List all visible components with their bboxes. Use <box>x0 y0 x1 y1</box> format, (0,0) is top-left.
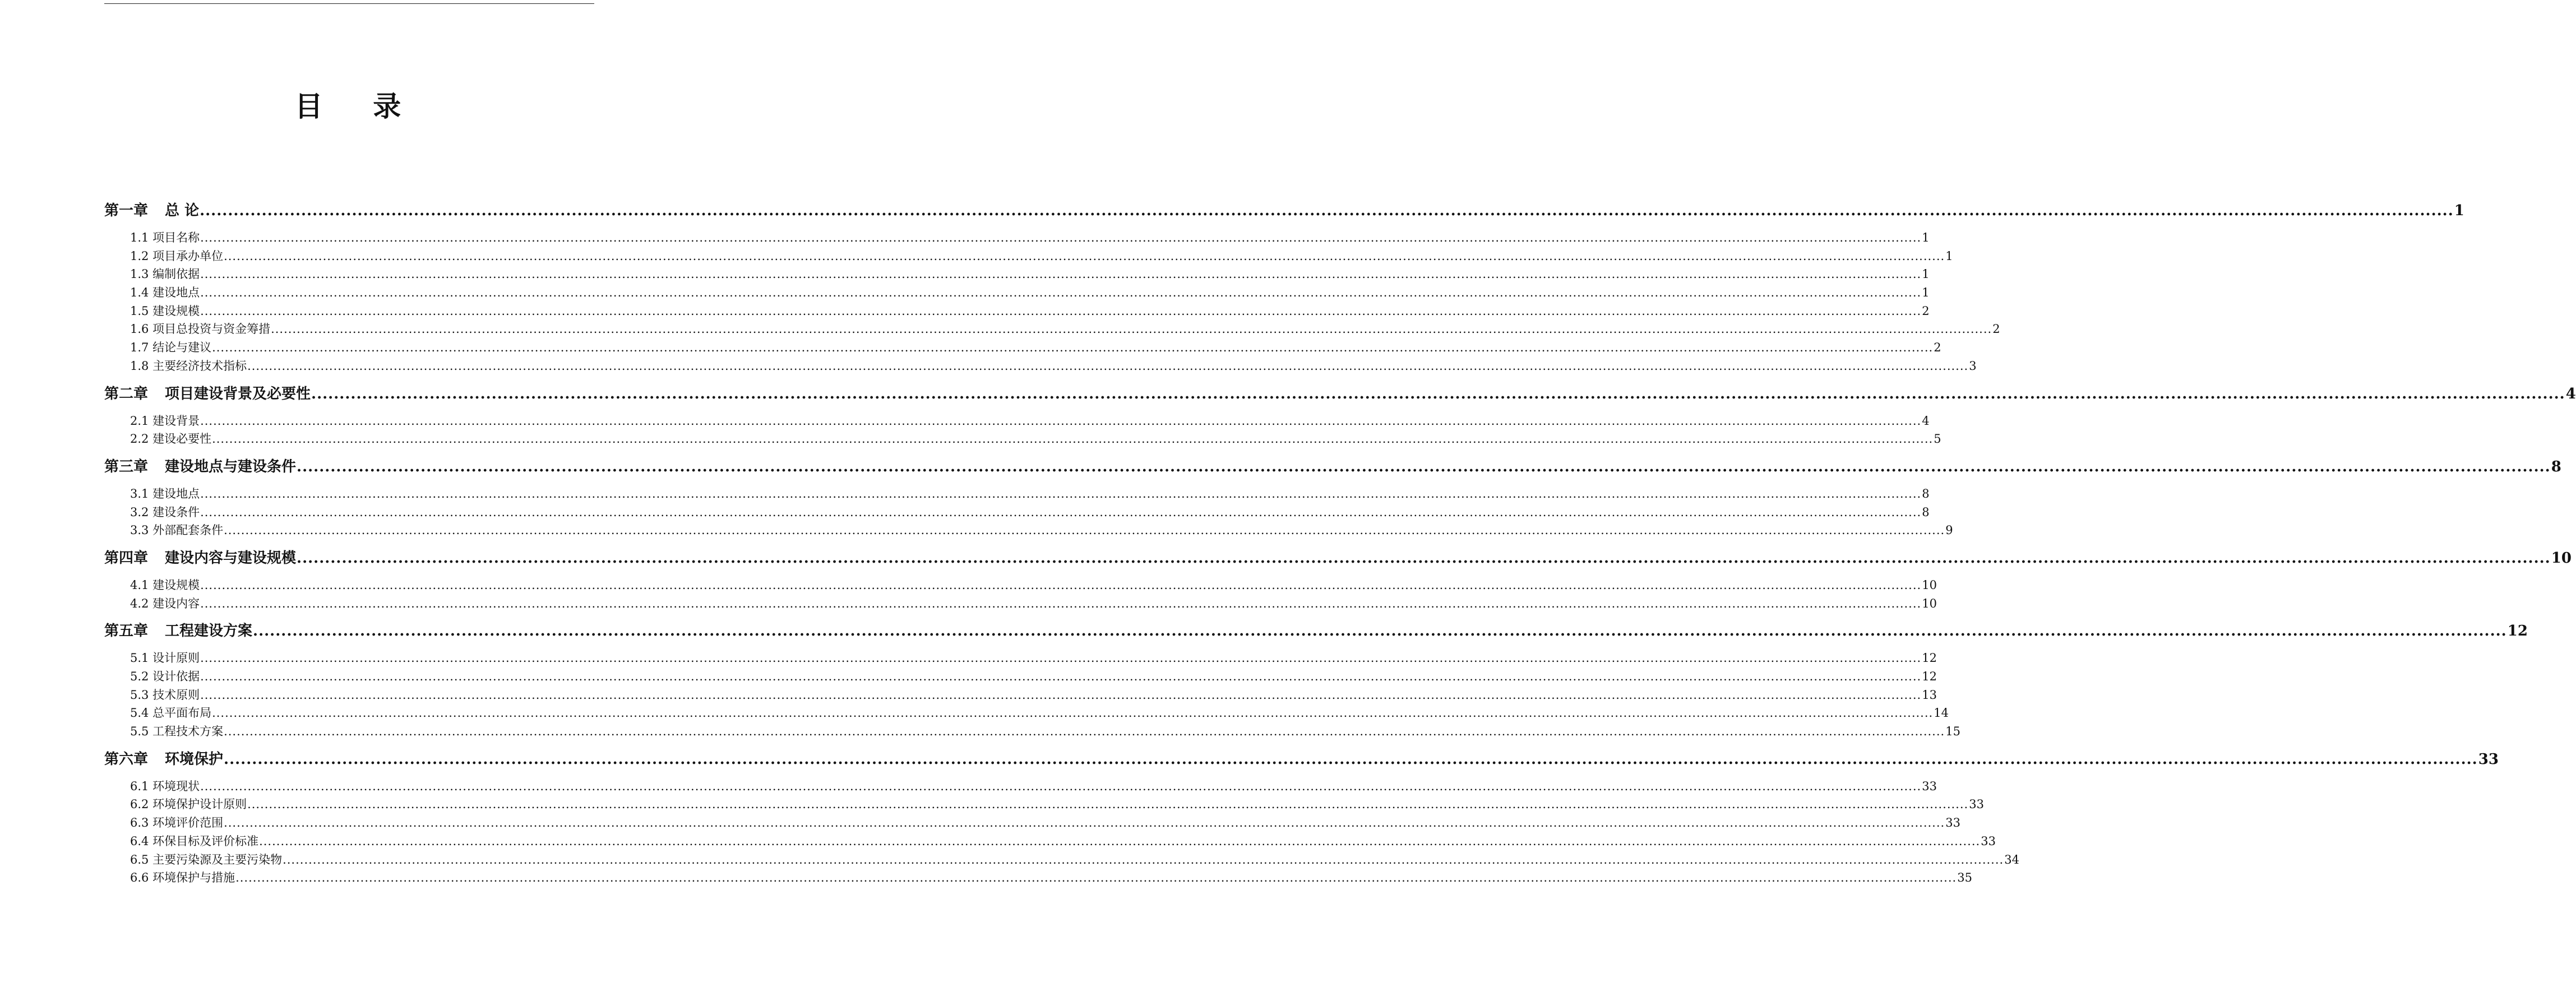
section-label: 2.1 建设背景 <box>130 414 200 428</box>
toc-section-entry[interactable] <box>104 667 1937 686</box>
toc-section-entry[interactable] <box>104 284 1930 302</box>
dot-leader: ................................................................................................................................................................................................................................................................................................................................................................................................................ <box>253 623 2507 640</box>
dot-leader: ................................................................................................................................................................................................................................................................................................................................................................................................................ <box>235 871 1957 885</box>
section-page-number: 33 <box>1922 779 1937 793</box>
chapter-number: 第四章 <box>104 549 149 567</box>
chapter-title: 环境保护 <box>165 750 224 768</box>
toc-section-entry[interactable] <box>104 795 1984 814</box>
section-label: 6.2 环境保护设计原则 <box>130 797 247 812</box>
table-of-contents <box>104 202 2576 887</box>
section-label: 2.2 建设必要性 <box>130 432 212 446</box>
toc-section-entry[interactable] <box>104 430 1941 448</box>
toc-section-entry[interactable] <box>104 412 1930 430</box>
section-label: 6.1 环境现状 <box>130 779 200 793</box>
toc-section-entry[interactable] <box>104 869 1972 887</box>
chapter-page-number: 4 <box>2565 385 2576 402</box>
toc-section-entry[interactable] <box>104 302 1930 321</box>
section-label: 1.3 编制依据 <box>130 267 200 281</box>
section-label: 6.4 环保目标及评价标准 <box>130 834 259 848</box>
toc-chapter-entry[interactable] <box>104 622 2528 641</box>
section-page-number: 12 <box>1922 670 1937 683</box>
chapter-page-number: 1 <box>2454 202 2464 219</box>
section-label: 1.8 主要经济技术指标 <box>130 359 247 373</box>
section-label: 6.3 环境评价范围 <box>130 816 224 830</box>
dot-leader: ................................................................................................................................................................................................................................................................................................................................................................................................................ <box>247 359 1969 373</box>
dot-leader: ................................................................................................................................................................................................................................................................................................................................................................................................................ <box>200 596 1922 610</box>
toc-chapter-entry[interactable] <box>104 458 2561 476</box>
toc-section-entry[interactable] <box>104 521 1953 540</box>
dot-leader: ................................................................................................................................................................................................................................................................................................................................................................................................................ <box>200 505 1922 519</box>
section-page-number: 14 <box>1934 706 1949 720</box>
dot-leader: ................................................................................................................................................................................................................................................................................................................................................................................................................ <box>212 341 1934 355</box>
toc-chapter-entry[interactable] <box>104 549 2572 568</box>
toc-section-entry[interactable] <box>104 485 1930 503</box>
section-page-number: 10 <box>1922 578 1937 592</box>
dot-leader: ................................................................................................................................................................................................................................................................................................................................................................................................................ <box>224 725 1945 739</box>
toc-section-entry[interactable] <box>104 814 1960 832</box>
toc-section-entry[interactable] <box>104 722 1960 741</box>
section-page-number: 13 <box>1922 688 1937 702</box>
section-label: 5.3 技术原则 <box>130 688 200 702</box>
section-label: 6.5 主要污染源及主要污染物 <box>130 852 283 866</box>
dot-leader: ................................................................................................................................................................................................................................................................................................................................................................................................................ <box>311 385 2565 402</box>
dot-leader: ................................................................................................................................................................................................................................................................................................................................................................................................................ <box>283 852 2004 866</box>
dot-leader: ................................................................................................................................................................................................................................................................................................................................................................................................................ <box>200 304 1922 318</box>
section-label: 4.2 建设内容 <box>130 596 200 610</box>
toc-section-entry[interactable] <box>104 265 1930 284</box>
chapter-title: 项目建设背景及必要性 <box>165 385 311 402</box>
dot-leader: ................................................................................................................................................................................................................................................................................................................................................................................................................ <box>200 578 1922 592</box>
dot-leader: ................................................................................................................................................................................................................................................................................................................................................................................................................ <box>200 414 1922 428</box>
toc-chapter-entry[interactable] <box>104 202 2464 220</box>
dot-leader: ................................................................................................................................................................................................................................................................................................................................................................................................................ <box>200 202 2454 219</box>
toc-section-entry[interactable] <box>104 503 1930 522</box>
dot-leader: ................................................................................................................................................................................................................................................................................................................................................................................................................ <box>200 286 1922 300</box>
toc-section-entry[interactable] <box>104 649 1937 667</box>
top-rule <box>104 3 594 4</box>
section-page-number: 2 <box>1934 341 1941 355</box>
section-label: 1.2 项目承办单位 <box>130 249 224 263</box>
section-page-number: 2 <box>1922 304 1930 318</box>
dot-leader: ................................................................................................................................................................................................................................................................................................................................................................................................................ <box>212 706 1934 720</box>
chapter-number: 第三章 <box>104 458 149 475</box>
chapter-number: 第五章 <box>104 623 149 640</box>
section-page-number: 1 <box>1945 249 1953 263</box>
toc-section-entry[interactable] <box>104 339 1941 357</box>
section-page-number: 33 <box>1981 834 1996 848</box>
dot-leader: ................................................................................................................................................................................................................................................................................................................................................................................................................ <box>297 458 2551 475</box>
toc-chapter-entry[interactable] <box>104 385 2576 404</box>
section-label: 1.5 建设规模 <box>130 304 200 318</box>
section-page-number: 10 <box>1922 596 1937 610</box>
chapter-title: 建设地点与建设条件 <box>165 458 297 475</box>
chapter-title: 总 论 <box>165 202 200 219</box>
section-label: 5.2 设计依据 <box>130 670 200 683</box>
toc-section-entry[interactable] <box>104 320 2000 339</box>
chapter-title: 建设内容与建设规模 <box>165 549 297 567</box>
dot-leader: ................................................................................................................................................................................................................................................................................................................................................................................................................ <box>200 779 1922 793</box>
toc-section-entry[interactable] <box>104 357 1977 375</box>
toc-section-entry[interactable] <box>104 595 1937 613</box>
section-page-number: 12 <box>1922 651 1937 665</box>
toc-chapter-entry[interactable] <box>104 750 2499 769</box>
dot-leader: ................................................................................................................................................................................................................................................................................................................................................................................................................ <box>200 688 1922 702</box>
dot-leader: ................................................................................................................................................................................................................................................................................................................................................................................................................ <box>200 670 1922 683</box>
section-label: 4.1 建设规模 <box>130 578 200 592</box>
dot-leader: ................................................................................................................................................................................................................................................................................................................................................................................................................ <box>200 486 1922 500</box>
toc-section-entry[interactable] <box>104 704 1949 722</box>
dot-leader: ................................................................................................................................................................................................................................................................................................................................................................................................................ <box>212 432 1934 446</box>
dot-leader: ................................................................................................................................................................................................................................................................................................................................................................................................................ <box>271 322 1992 336</box>
chapter-title: 工程建设方案 <box>165 623 253 640</box>
section-label: 5.5 工程技术方案 <box>130 725 224 739</box>
section-label: 3.3 外部配套条件 <box>130 523 224 537</box>
section-page-number: 4 <box>1922 414 1930 428</box>
toc-section-entry[interactable] <box>104 229 1930 247</box>
toc-title: 目 录 <box>294 90 422 123</box>
chapter-number: 第二章 <box>104 385 149 402</box>
toc-section-entry[interactable] <box>104 832 1996 851</box>
section-page-number: 3 <box>1969 359 1977 373</box>
section-page-number: 33 <box>1945 816 1960 830</box>
dot-leader: ................................................................................................................................................................................................................................................................................................................................................................................................................ <box>224 750 2478 768</box>
toc-section-entry[interactable] <box>104 247 1953 266</box>
section-page-number: 34 <box>2004 852 2019 866</box>
section-page-number: 15 <box>1945 725 1960 739</box>
section-label: 1.7 结论与建议 <box>130 341 212 355</box>
section-label: 1.6 项目总投资与资金筹措 <box>130 322 271 336</box>
dot-leader: ................................................................................................................................................................................................................................................................................................................................................................................................................ <box>224 249 1945 263</box>
section-label: 3.1 建设地点 <box>130 486 200 500</box>
chapter-page-number: 33 <box>2478 750 2499 768</box>
section-page-number: 8 <box>1922 486 1930 500</box>
toc-section-entry[interactable] <box>104 851 2019 869</box>
dot-leader: ................................................................................................................................................................................................................................................................................................................................................................................................................ <box>224 523 1945 537</box>
section-page-number: 1 <box>1922 231 1930 244</box>
chapter-page-number: 8 <box>2551 458 2561 475</box>
chapter-number: 第一章 <box>104 202 149 219</box>
section-label: 1.1 项目名称 <box>130 231 200 244</box>
section-page-number: 33 <box>1969 797 1984 812</box>
section-label: 6.6 环境保护与措施 <box>130 871 235 885</box>
chapter-number: 第六章 <box>104 750 149 768</box>
section-page-number: 2 <box>1992 322 2000 336</box>
toc-section-entry[interactable] <box>104 777 1937 796</box>
toc-section-entry[interactable] <box>104 686 1937 704</box>
section-page-number: 1 <box>1922 286 1930 300</box>
dot-leader: ................................................................................................................................................................................................................................................................................................................................................................................................................ <box>247 797 1969 812</box>
dot-leader: ................................................................................................................................................................................................................................................................................................................................................................................................................ <box>297 549 2551 567</box>
section-page-number: 9 <box>1945 523 1953 537</box>
chapter-page-number: 12 <box>2507 623 2528 640</box>
dot-leader: ................................................................................................................................................................................................................................................................................................................................................................................................................ <box>200 267 1922 281</box>
section-label: 1.4 建设地点 <box>130 286 200 300</box>
toc-section-entry[interactable] <box>104 576 1937 595</box>
chapter-page-number: 10 <box>2551 549 2572 567</box>
section-page-number: 8 <box>1922 505 1930 519</box>
section-page-number: 1 <box>1922 267 1930 281</box>
section-label: 5.4 总平面布局 <box>130 706 212 720</box>
section-label: 3.2 建设条件 <box>130 505 200 519</box>
section-page-number: 5 <box>1934 432 1941 446</box>
dot-leader: ................................................................................................................................................................................................................................................................................................................................................................................................................ <box>200 231 1922 244</box>
dot-leader: ................................................................................................................................................................................................................................................................................................................................................................................................................ <box>224 816 1945 830</box>
section-label: 5.1 设计原则 <box>130 651 200 665</box>
section-page-number: 35 <box>1957 871 1972 885</box>
dot-leader: ................................................................................................................................................................................................................................................................................................................................................................................................................ <box>259 834 1981 848</box>
dot-leader: ................................................................................................................................................................................................................................................................................................................................................................................................................ <box>200 651 1922 665</box>
